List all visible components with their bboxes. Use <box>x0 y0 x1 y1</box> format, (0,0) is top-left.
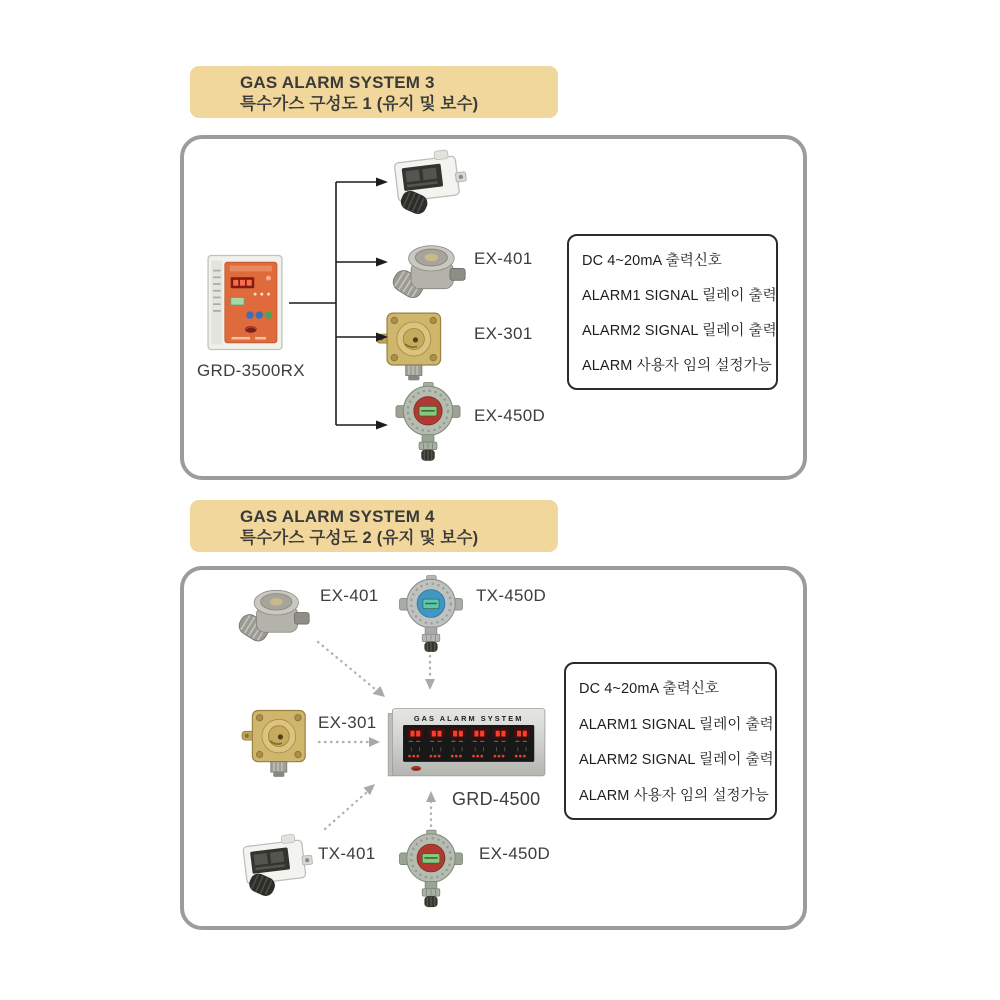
section2-title: GAS ALARM SYSTEM 4 <box>240 507 435 526</box>
device-ex-401-s2 <box>226 578 320 652</box>
section2-banner <box>190 500 558 552</box>
section2-spec-box <box>564 662 777 820</box>
section1-spec-box <box>567 234 778 390</box>
spec-line-alarm2: ALARM2 SIGNAL 릴레이 출력 <box>582 323 777 339</box>
label-ex-401-s1: EX-401 <box>474 249 533 268</box>
spec-line-alarm1: ALARM1 SIGNAL 릴레이 출력 <box>579 716 774 733</box>
device-ex-401-s1 <box>382 233 474 309</box>
label-tx-450d: TX-450D <box>476 586 547 605</box>
label-ex-450d-s2: EX-450D <box>479 844 551 863</box>
spec-line-alarm-user: ALARM 사용자 임의 설정가능 <box>579 787 769 804</box>
label-ex-401-s2: EX-401 <box>320 586 379 605</box>
device-ex-450d-s2 <box>398 826 464 912</box>
device-grd-3500rx <box>203 252 287 353</box>
label-ex-301-s1: EX-301 <box>474 324 533 343</box>
spec-line-alarm-user: ALARM 사용자 임의 설정가능 <box>582 358 772 374</box>
section1-title: GAS ALARM SYSTEM 3 <box>240 73 435 92</box>
section1-subtitle: 특수가스 구성도 1 (유지 및 보수) <box>240 95 479 113</box>
label-tx-401: TX-401 <box>318 844 376 863</box>
device-ex-301-s1 <box>372 305 454 382</box>
label-grd-3500rx: GRD-3500RX <box>197 361 305 380</box>
spec-line-output-signal: DC 4~20mA 출력신호 <box>582 253 723 269</box>
spec-line-alarm1: ALARM1 SIGNAL 릴레이 출력 <box>582 288 777 304</box>
section1-banner <box>190 66 558 118</box>
device-ex-450d-s1 <box>394 381 462 463</box>
device-grd-4500-panel <box>385 700 549 782</box>
device-ex-301-s2 <box>238 701 318 780</box>
device-transmitter-unlabeled <box>385 145 470 223</box>
device-tx-401 <box>234 828 316 906</box>
spec-line-alarm2: ALARM2 SIGNAL 릴레이 출력 <box>579 752 774 769</box>
device-tx-450d <box>398 574 464 655</box>
section2-subtitle: 특수가스 구성도 2 (유지 및 보수) <box>240 529 479 547</box>
label-ex-301-s2: EX-301 <box>318 713 377 732</box>
label-grd-4500: GRD-4500 <box>452 789 541 809</box>
label-ex-450d-s1: EX-450D <box>474 406 546 425</box>
spec-line-output-signal: DC 4~20mA 출력신호 <box>579 681 720 697</box>
